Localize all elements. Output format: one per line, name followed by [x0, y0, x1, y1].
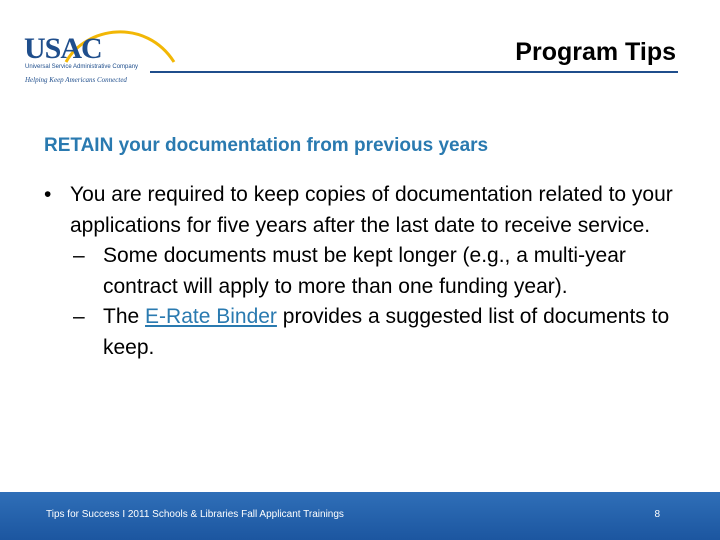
sub-bullet-item: [44, 241, 674, 302]
subheading: RETAIN your documentation from previous years: [44, 135, 489, 156]
bullet-item: [44, 180, 674, 241]
page-number: 8: [654, 509, 660, 520]
sub-bullet-suffix: provides a suggested list of documents to keep.: [103, 305, 670, 359]
bullet-list: [44, 180, 674, 363]
slide-title: Program Tips: [515, 38, 676, 66]
title-divider: [150, 71, 678, 73]
e-rate-binder-link[interactable]: E-Rate Binder: [145, 305, 277, 328]
footer-bar: [0, 492, 720, 540]
sub-bullet-text: Some documents must be kept longer (e.g., a multi-year contract will apply to more than one funding year).: [103, 244, 626, 298]
dash-icon: –: [73, 244, 85, 267]
logo-wordmark: USAC: [24, 32, 102, 65]
bullet-dot-icon: •: [44, 183, 52, 206]
footer-text: Tips for Success I 2011 Schools & Libraries Fall Applicant Trainings: [46, 509, 344, 520]
logo-subtitle: Universal Service Administrative Company: [25, 64, 139, 70]
usac-logo: [24, 22, 164, 84]
sub-bullet-item: [44, 302, 674, 363]
logo-tagline: Helping Keep Americans Connected: [25, 76, 127, 84]
dash-icon: –: [73, 305, 85, 328]
bullet-text: You are required to keep copies of documentation related to your applications for five years after the last date to receive service.: [70, 183, 673, 237]
sub-bullet-prefix: The: [103, 305, 146, 328]
